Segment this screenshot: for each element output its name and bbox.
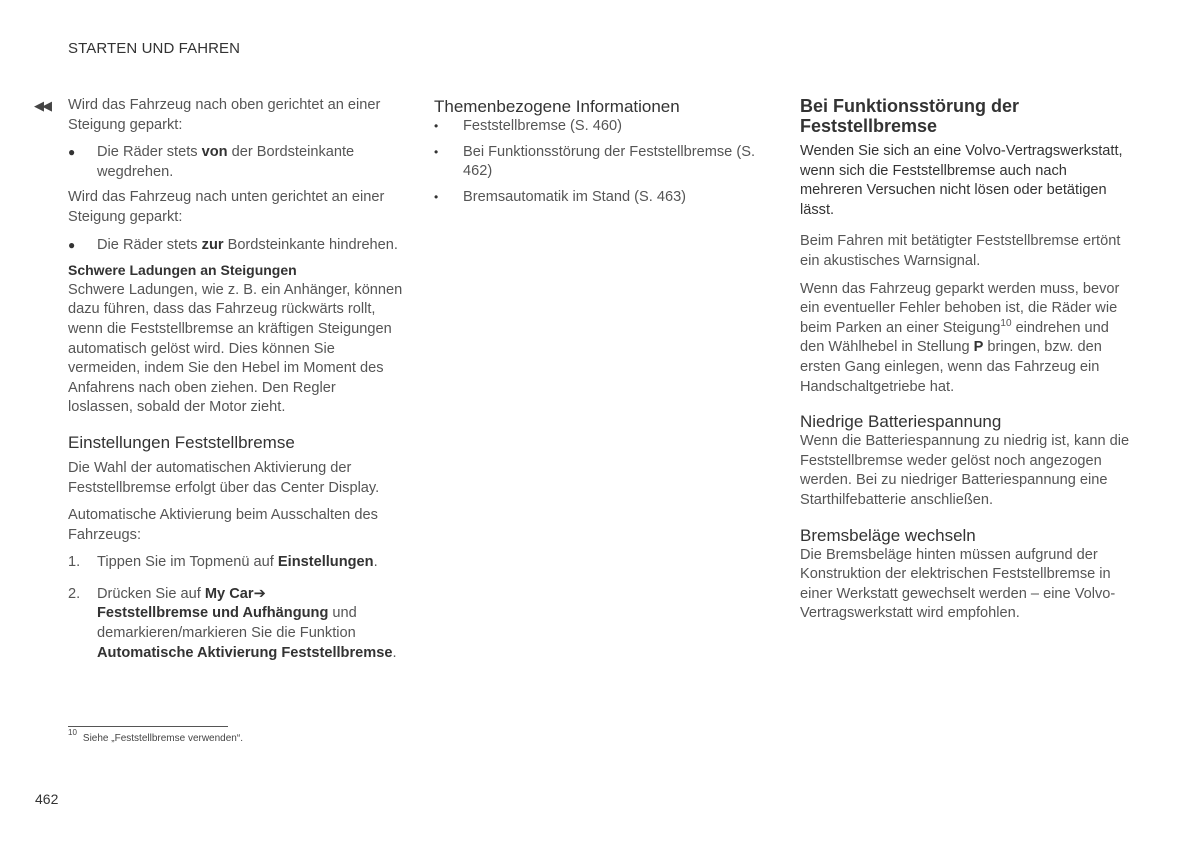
column-right	[800, 96, 1130, 624]
footnote-divider	[68, 726, 228, 727]
paragraph-brake-pads: Die Bremsbeläge hinten müssen aufgrund der Konstruktion der elektrischen Feststellbremse in einer Werkstatt gewechselt werden – eine Volvo-Vertragswerkstatt wird empfohlen.	[800, 546, 1116, 622]
heading-brake-pads: Bremsbeläge wechseln	[800, 525, 976, 545]
heading-settings: Einstellungen Feststellbremse	[68, 432, 295, 452]
paragraph-downhill: Wird das Fahrzeug nach unten gerichtet an einer Steigung geparkt:	[68, 189, 385, 225]
list-item[interactable]: • Feststellbremse (S. 460)	[434, 118, 622, 134]
paragraph-warning: Beim Fahren mit betätigter Feststellbremse ertönt ein akustisches Warnsignal.	[800, 233, 1121, 269]
link-bremsautomatik[interactable]: Bremsautomatik im Stand (S. 463)	[463, 188, 687, 205]
list-item[interactable]: • Bremsautomatik im Stand (S. 463)	[434, 188, 687, 205]
paragraph-heavy-loads: Schwere Ladungen, wie z. B. ein Anhänger, können dazu führen, dass das Fahrzeug rückwärts rollt, wenn die Feststellbremse an kräftigen Steigungen automatisch gelöst wird. Dies können Sie vermeiden, indem Sie den Hebel im Moment des Anfahrens nach oben ziehen. Den Regler loslassen, sobald der Motor zieht.	[68, 281, 403, 416]
page-number: 462	[35, 791, 59, 807]
paragraph-settings-2: Automatische Aktivierung beim Ausschalten des Fahrzeugs:	[68, 507, 378, 543]
subheading-heavy-loads: Schwere Ladungen an Steigungen	[68, 262, 297, 279]
list-item[interactable]: • Bei Funktionsstörung der Feststellbremse (S. 462)	[434, 143, 755, 180]
list-item: 1. Tippen Sie im Topmenü auf Einstellungen.	[68, 554, 378, 571]
heading-low-battery: Niedrige Batteriespannung	[800, 412, 1002, 432]
heading-malfunction: Bei Funktionsstörung der Feststellbremse	[800, 96, 1020, 136]
bullet-icon: ●	[68, 145, 76, 160]
footnote: $^{10}$Siehe „Feststellbremse verwenden“.	[68, 728, 243, 744]
column-left	[34, 96, 403, 663]
link-feststellbremse[interactable]: Feststellbremse (S. 460)	[463, 118, 622, 134]
list-item: ● Die Räder stets von der Bordsteinkante wegdrehen.	[68, 144, 355, 180]
arrow-right-icon: ➔	[253, 585, 266, 602]
lead-paragraph: Wenden Sie sich an eine Volvo-Vertragswerkstatt, wenn sich die Feststellbremse auch nach mehreren Versuchen nicht lösen oder betätigen lässt.	[800, 143, 1123, 218]
running-header: STARTEN UND FAHREN	[68, 40, 241, 57]
list-item: ● Die Räder stets zur Bordsteinkante hindrehen.	[68, 236, 403, 256]
paragraph-settings-1: Die Wahl der automatischen Aktivierung der Feststellbremse erfolgt über das Center Display.	[68, 459, 380, 496]
paragraph-low-battery: Wenn die Batteriespannung zu niedrig ist, kann die Feststellbremse weder gelöst noch angezogen werden. Bei zu niedriger Batteriespannung eine Starthilfebatterie anschließen.	[800, 433, 1130, 508]
link-funktionsstoerung[interactable]: Bei Funktionsstörung der Feststellbremse (S. 462)	[463, 143, 755, 180]
paragraph-parking: Wenn das Fahrzeug geparkt werden muss, bevor ein eventueller Fehler behoben ist, die Räder wie beim Parken an einer Steigung$^{10}$ eindrehen und den Wählhebel in Stellung P bringen, bzw. den ersten Gang einlegen, wenn das Fahrzeug ein Handschaltgetriebe hat.	[800, 280, 1120, 395]
column-middle	[434, 96, 764, 207]
footnote-ref[interactable]: 10	[1000, 317, 1012, 329]
list-item: 2. Drücken Sie auf My Car➔ Feststellbremse und Aufhängung und demarkieren/markieren Sie die Funktion Automatische Aktivierung Feststellbremse.	[68, 585, 397, 661]
bullet-icon: ●	[68, 237, 76, 252]
heading-related-info: Themenbezogene Informationen	[434, 97, 680, 116]
paragraph-uphill: Wird das Fahrzeug nach oben gerichtet an einer Steigung geparkt:	[68, 97, 381, 133]
continued-arrows-icon: ◀◀	[34, 98, 50, 113]
